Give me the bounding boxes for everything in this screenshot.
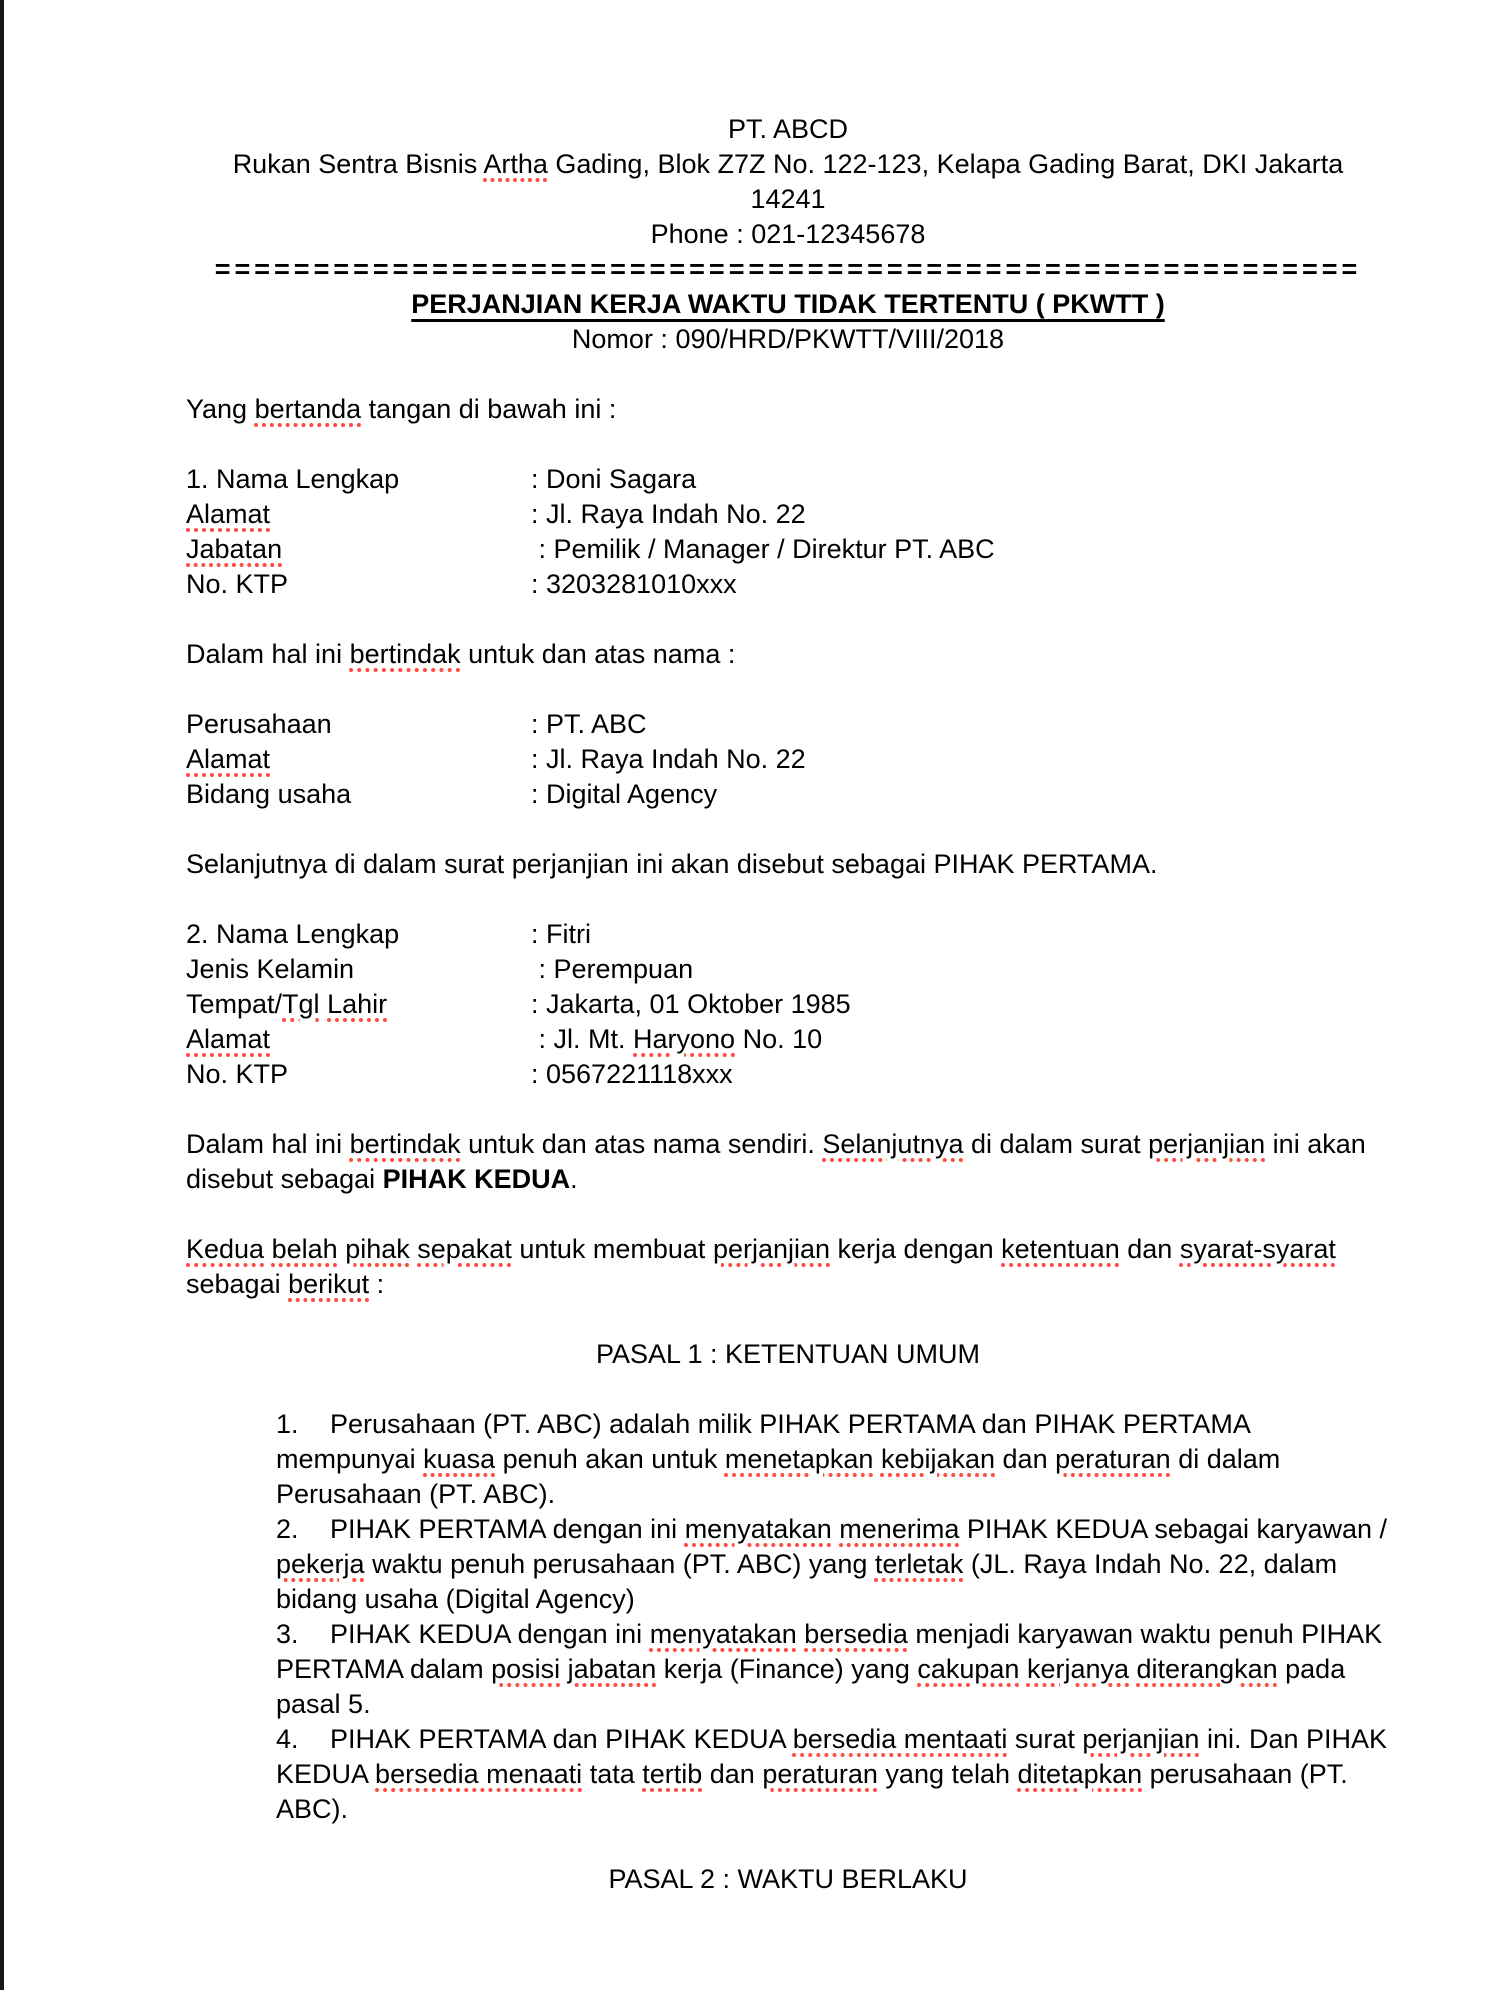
kv-row-fullname-1 xyxy=(186,462,1390,497)
text-segment: untuk membuat xyxy=(511,1234,713,1264)
text-segment: pada pasal 5. xyxy=(276,1654,1353,1719)
field-value xyxy=(531,1057,733,1092)
text-segment: PIHAK PERTAMA dan PIHAK KEDUA xyxy=(330,1724,793,1754)
party1-details xyxy=(186,462,1390,602)
misspelled-word: Tgl xyxy=(282,989,320,1019)
misspelled-word: berikut xyxy=(288,1269,370,1299)
list-item-2 xyxy=(276,1512,1395,1617)
intro-line xyxy=(186,392,1390,427)
kv-row-company-address xyxy=(186,742,1390,777)
field-value xyxy=(531,742,806,777)
misspelled-word: Artha xyxy=(483,149,548,179)
pasal2-heading xyxy=(186,1862,1390,1897)
text-segment: Perusahaan xyxy=(186,709,332,739)
text-segment xyxy=(320,989,328,1019)
field-value xyxy=(531,707,647,742)
field-label xyxy=(186,567,531,602)
field-value xyxy=(531,952,693,987)
text-segment: kerja dengan xyxy=(830,1234,1002,1264)
text-segment: waktu penuh perusahaan (PT. ABC) yang xyxy=(364,1549,875,1579)
field-value xyxy=(531,532,995,567)
text-segment: : Doni Sagara xyxy=(531,464,697,494)
text-segment xyxy=(560,1654,568,1684)
misspelled-word: bersedia mentaati xyxy=(792,1724,1008,1754)
text-segment xyxy=(1129,1654,1137,1684)
field-value xyxy=(531,917,591,952)
misspelled-word: pekerja xyxy=(276,1549,365,1579)
text-segment: Jenis Kelamin xyxy=(186,954,355,984)
text-segment: PASAL 2 : WAKTU BERLAKU xyxy=(608,1864,968,1894)
field-value xyxy=(531,567,737,602)
text-segment: Rukan Sentra Bisnis xyxy=(232,149,484,179)
list-item-number: 4. xyxy=(276,1724,299,1754)
text-segment: Selanjutnya di dalam surat perjanjian ini akan disebut sebagai PIHAK PERTAMA. xyxy=(186,849,1158,879)
field-value xyxy=(531,462,696,497)
text-segment: 14241 xyxy=(750,184,826,214)
misspelled-word: ketentuan xyxy=(1001,1234,1120,1264)
field-label xyxy=(186,952,531,987)
field-value xyxy=(531,1022,822,1057)
text-segment: : Pemilik / Manager / Direktur PT. ABC xyxy=(531,534,995,564)
field-label xyxy=(186,1022,531,1057)
misspelled-word: diterangkan xyxy=(1136,1654,1278,1684)
text-segment: Yang xyxy=(186,394,255,424)
misspelled-word: menyatakan xyxy=(684,1514,832,1544)
misspelled-word: tertib xyxy=(642,1759,703,1789)
list-item-4 xyxy=(276,1722,1395,1827)
text-segment: PT. ABCD xyxy=(727,114,849,144)
company-phone xyxy=(186,217,1390,252)
list-item-text xyxy=(276,1619,1390,1719)
field-label xyxy=(186,742,531,777)
text-segment: PIHAK KEDUA xyxy=(382,1164,571,1194)
text-segment: : 0567221118xxx xyxy=(531,1059,733,1089)
text-segment: PERJANJIAN KERJA WAKTU TIDAK TERTENTU ( PKWTT ) xyxy=(411,289,1165,319)
text-segment: : Perempuan xyxy=(531,954,694,984)
text-segment: untuk dan atas nama : xyxy=(460,639,736,669)
text-segment: PIHAK KEDUA sebagai karyawan / xyxy=(959,1514,1395,1544)
text-segment: : Jl. Raya Indah No. 22 xyxy=(531,744,806,774)
text-segment: tangan di bawah ini : xyxy=(361,394,617,424)
list-item-text xyxy=(276,1409,1288,1509)
text-segment xyxy=(264,1234,272,1264)
field-value xyxy=(531,497,806,532)
field-value xyxy=(531,987,851,1022)
kv-row-position xyxy=(186,532,1390,567)
text-segment: : Digital Agency xyxy=(531,779,718,809)
misspelled-word: Alamat xyxy=(186,499,271,529)
misspelled-word: cakupan xyxy=(917,1654,1020,1684)
list-item-number: 2. xyxy=(276,1514,299,1544)
misspelled-word: Haryono xyxy=(633,1024,736,1054)
text-segment: Perusahaan (PT. ABC) adalah milik PIHAK PERTAMA dan PIHAK PERTAMA mempunyai xyxy=(276,1409,1257,1474)
field-label xyxy=(186,777,531,812)
text-segment: Tempat/ xyxy=(186,989,283,1019)
field-label xyxy=(186,707,531,742)
text-segment: sebagai xyxy=(186,1234,1344,1299)
text-segment: (JL. Raya Indah No. 22, dalam bidang usaha (Digital Agency) xyxy=(276,1549,1345,1614)
document-title-text xyxy=(411,289,1165,319)
misspelled-word: terletak xyxy=(874,1549,964,1579)
text-segment: No. KTP xyxy=(186,1059,289,1089)
list-item-1 xyxy=(276,1407,1390,1512)
text-segment: : Jl. Mt. xyxy=(531,1024,634,1054)
misspelled-word: bertindak xyxy=(349,1129,461,1159)
misspelled-word: bersedia xyxy=(804,1619,908,1649)
acting-on-behalf-line-2 xyxy=(186,1127,1390,1197)
text-segment: tata xyxy=(582,1759,643,1789)
misspelled-word: Alamat xyxy=(186,1024,271,1054)
text-segment: menjadi karyawan waktu penuh PIHAK PERTAMA dalam xyxy=(276,1619,1390,1684)
company-address xyxy=(186,147,1390,182)
text-segment: : 3203281010xxx xyxy=(531,569,737,599)
kv-row-ktp-2 xyxy=(186,1057,1390,1092)
text-segment: untuk dan atas nama sendiri. xyxy=(460,1129,823,1159)
text-segment: dan xyxy=(995,1444,1056,1474)
text-segment: Dalam hal ini xyxy=(186,639,350,669)
list-item-3 xyxy=(276,1617,1390,1722)
text-segment: PIHAK KEDUA dengan ini xyxy=(330,1619,650,1649)
kv-row-company xyxy=(186,707,1390,742)
text-segment: PIHAK PERTAMA dengan ini xyxy=(330,1514,685,1544)
document-title xyxy=(186,287,1390,322)
misspelled-word: sepakat xyxy=(417,1234,512,1264)
text-segment: penuh akan untuk xyxy=(495,1444,725,1474)
text-segment: PASAL 1 : KETENTUAN UMUM xyxy=(595,1339,981,1369)
kv-row-ktp-1 xyxy=(186,567,1390,602)
misspelled-word: ditetapkan xyxy=(1017,1759,1143,1789)
misspelled-word: perjanjian xyxy=(712,1234,831,1264)
text-segment: Phone : 021-12345678 xyxy=(650,219,926,249)
text-segment xyxy=(1019,1654,1027,1684)
misspelled-word: Alamat xyxy=(186,744,271,774)
text-segment: : PT. ABC xyxy=(531,709,647,739)
field-label xyxy=(186,917,531,952)
misspelled-word: Lahir xyxy=(327,989,388,1019)
misspelled-word: kerjanya xyxy=(1026,1654,1130,1684)
text-segment: di dalam surat xyxy=(963,1129,1149,1159)
misspelled-word: menerima xyxy=(839,1514,960,1544)
company-postal-code xyxy=(186,182,1390,217)
field-label xyxy=(186,532,531,567)
letterhead-divider: ========================================================== xyxy=(214,254,1362,284)
text-segment: : Jakarta, 01 Oktober 1985 xyxy=(531,989,851,1019)
text-segment: surat xyxy=(1007,1724,1083,1754)
list-item-text xyxy=(276,1514,1395,1614)
party2-details xyxy=(186,917,1390,1092)
misspelled-word: menyatakan xyxy=(649,1619,797,1649)
field-label xyxy=(186,497,531,532)
misspelled-word: pihak xyxy=(345,1234,410,1264)
agreement-preamble xyxy=(186,1232,1390,1302)
misspelled-word: kuasa xyxy=(423,1444,496,1474)
text-segment: Bidang usaha xyxy=(186,779,352,809)
text-segment: : xyxy=(369,1269,385,1299)
field-value xyxy=(531,777,717,812)
kv-row-business-field xyxy=(186,777,1390,812)
text-segment: : Fitri xyxy=(531,919,591,949)
misspelled-word: bersedia menaati xyxy=(375,1759,583,1789)
text-segment: ini akan disebut sebagai xyxy=(186,1129,1374,1194)
misspelled-word: Kedua xyxy=(186,1234,265,1264)
kv-row-address-1 xyxy=(186,497,1390,532)
kv-row-birth xyxy=(186,987,1390,1022)
misspelled-word: bertindak xyxy=(349,639,461,669)
list-item-number: 3. xyxy=(276,1619,299,1649)
misspelled-word: menetapkan xyxy=(724,1444,874,1474)
text-segment: . xyxy=(570,1164,578,1194)
list-item-number: 1. xyxy=(276,1409,299,1439)
field-label xyxy=(186,987,531,1022)
kv-row-fullname-2 xyxy=(186,917,1390,952)
misspelled-word: kebijakan xyxy=(880,1444,996,1474)
misspelled-word: Jabatan xyxy=(186,534,283,564)
text-segment: ini. Dan PIHAK KEDUA xyxy=(276,1724,1395,1789)
text-segment: No. KTP xyxy=(186,569,289,599)
page-left-edge xyxy=(0,0,4,1990)
pasal1-heading xyxy=(186,1337,1390,1372)
kv-row-address-2 xyxy=(186,1022,1390,1057)
pihak-pertama-note xyxy=(186,847,1390,882)
misspelled-word: posisi xyxy=(491,1654,561,1684)
text-segment: yang telah xyxy=(877,1759,1018,1789)
text-segment: dan xyxy=(702,1759,763,1789)
text-segment: No. 10 xyxy=(735,1024,823,1054)
text-segment: kerja (Finance) yang xyxy=(656,1654,918,1684)
misspelled-word: peraturan xyxy=(1055,1444,1171,1474)
document-number xyxy=(186,322,1390,357)
kv-row-gender xyxy=(186,952,1390,987)
company-details xyxy=(186,707,1390,812)
text-segment: Nomor : 090/HRD/PKWTT/VIII/2018 xyxy=(571,324,1005,354)
list-item-text xyxy=(276,1724,1395,1824)
misspelled-word: Selanjutnya xyxy=(822,1129,964,1159)
text-segment: : Jl. Raya Indah No. 22 xyxy=(531,499,806,529)
text-segment: Dalam hal ini xyxy=(186,1129,350,1159)
misspelled-word: jabatan xyxy=(567,1654,657,1684)
field-label xyxy=(186,1057,531,1092)
misspelled-word: belah xyxy=(271,1234,338,1264)
misspelled-word: perjanjian xyxy=(1082,1724,1200,1754)
text-segment: 1. Nama Lengkap xyxy=(186,464,400,494)
text-segment xyxy=(873,1444,881,1474)
letterhead xyxy=(186,112,1390,287)
misspelled-word: peraturan xyxy=(762,1759,878,1789)
misspelled-word: perjanjian xyxy=(1148,1129,1266,1159)
text-segment: perusahaan (PT. ABC). xyxy=(276,1759,1354,1824)
field-label xyxy=(186,462,531,497)
text-segment: Gading, Blok Z7Z No. 122-123, Kelapa Gading Barat, DKI Jakarta xyxy=(547,149,1344,179)
text-segment: di dalam Perusahaan (PT. ABC). xyxy=(276,1444,1288,1509)
text-segment: 2. Nama Lengkap xyxy=(186,919,400,949)
misspelled-word: syarat-syarat xyxy=(1179,1234,1336,1264)
company-name xyxy=(186,112,1390,147)
acting-on-behalf-line-1 xyxy=(186,637,1390,672)
text-segment: dan xyxy=(1119,1234,1180,1264)
pasal1-terms-list xyxy=(276,1407,1395,1827)
misspelled-word: bertanda xyxy=(254,394,362,424)
